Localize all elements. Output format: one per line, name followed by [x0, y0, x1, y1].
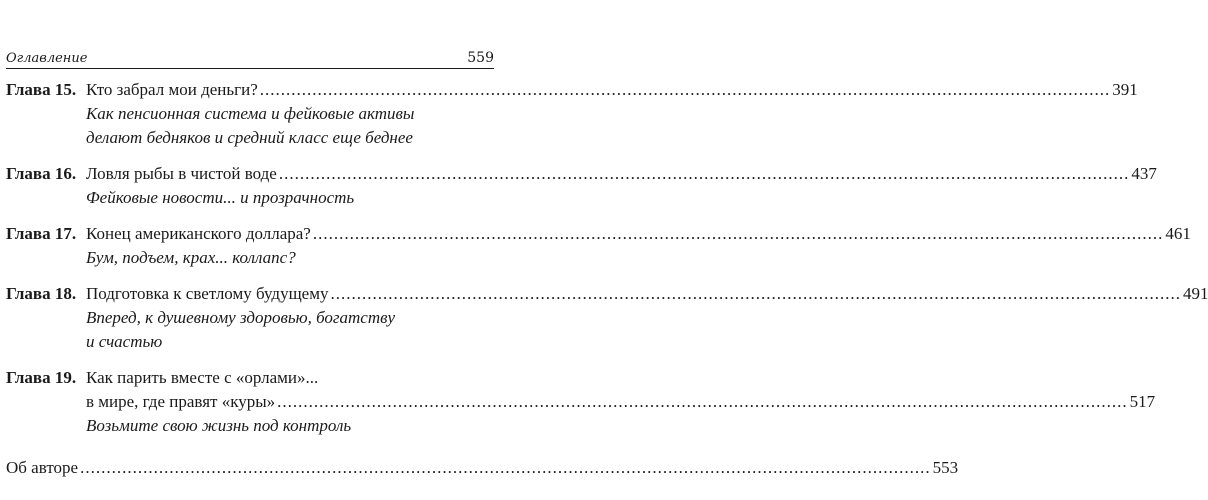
about-author-page: 553 [932, 458, 959, 477]
chapter-page: 491 [1182, 284, 1208, 303]
chapter-title-line [86, 222, 1191, 246]
chapter-content [86, 366, 1155, 438]
dot-leader [80, 456, 931, 480]
toc-entry-chapter-16[interactable] [6, 162, 1157, 210]
chapter-title-line [86, 162, 1157, 186]
chapter-title: Подготовка к светлому будущему [86, 284, 329, 303]
toc-entry-chapter-18[interactable] [6, 282, 1208, 354]
chapter-label: Глава 15. [6, 80, 77, 99]
chapter-subtitle: Вперед, к душевному здоровью, богатству [86, 308, 396, 327]
dot-leader [260, 78, 1111, 102]
chapter-subtitle: Фейковые новости... и прозрачность [86, 188, 355, 207]
chapter-page: 391 [1112, 80, 1138, 99]
chapter-label: Глава 19. [6, 368, 77, 387]
chapter-title-continued: в мире, где правят «куры» [86, 392, 276, 411]
chapter-content [86, 222, 1191, 270]
toc-entry-chapter-17[interactable] [6, 222, 1191, 270]
chapter-label: Глава 16. [6, 164, 77, 183]
about-author-title: Об авторе [6, 458, 79, 477]
running-header [6, 46, 494, 69]
chapter-page: 437 [1131, 164, 1157, 183]
chapter-page: 517 [1129, 392, 1156, 411]
chapter-title: Конец американского доллара? [86, 224, 311, 243]
chapter-title: Как парить вместе с «орлами»... [86, 368, 319, 387]
dot-leader [313, 222, 1164, 246]
dot-leader [279, 162, 1130, 186]
table-of-contents [6, 78, 1208, 480]
chapter-subtitle: делают бедняков и средний класс еще беднее [86, 128, 413, 147]
chapter-page: 461 [1165, 224, 1191, 243]
chapter-subtitle: Бум, подъем, крах... коллапс? [86, 248, 296, 267]
chapter-title-line [86, 78, 1138, 102]
toc-entry-about-author[interactable] [6, 456, 959, 480]
chapter-title: Кто забрал мои деньги? [86, 80, 258, 99]
chapter-title-line [86, 390, 1155, 414]
chapter-label: Глава 18. [6, 284, 77, 303]
toc-entry-chapter-15[interactable] [6, 78, 1138, 150]
page-number: 559 [467, 50, 494, 66]
chapter-subtitle: Возьмите свою жизнь под контроль [86, 416, 352, 435]
chapter-label: Глава 17. [6, 224, 77, 243]
chapter-title-line [86, 282, 1208, 306]
dot-leader [330, 282, 1181, 306]
dot-leader [277, 390, 1128, 414]
chapter-content [86, 78, 1138, 150]
chapter-subtitle: и счастью [86, 332, 163, 351]
chapter-content [86, 282, 1208, 354]
chapter-subtitle: Как пенсионная система и фейковые активы [86, 104, 415, 123]
chapter-content [86, 162, 1157, 210]
section-title: Оглавление [6, 51, 88, 66]
toc-entry-chapter-19[interactable] [6, 366, 1156, 438]
chapter-title-line [86, 366, 1155, 390]
chapter-title: Ловля рыбы в чистой воде [86, 164, 277, 183]
